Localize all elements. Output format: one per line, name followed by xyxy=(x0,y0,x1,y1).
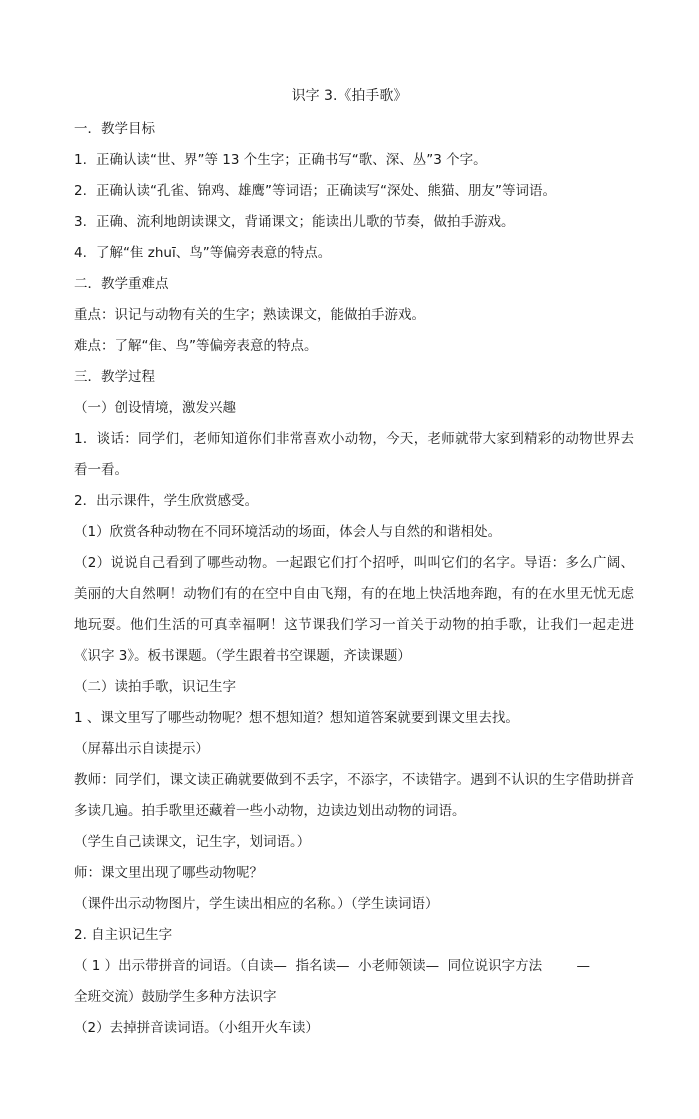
paragraph: 2．出示课件，学生欣赏感受。 xyxy=(74,493,259,509)
paragraph: 1．谈话：同学们，老师知道你们非常喜欢小动物，今天，老师就带大家到精彩的动物世界去看一看。 xyxy=(74,431,634,478)
paragraph-line: （ 1 ）出示带拼音的词语。（自读— 指名读— 小老师领读— 同位说识字方法 — xyxy=(74,958,590,974)
paragraph: （屏幕出示自读提示） xyxy=(74,741,209,757)
goal-text: 正确、流利地朗读课文，背诵课文；能读出儿歌的节奏，做拍手游戏。 xyxy=(96,214,515,230)
subsection-heading-reading: （二）读拍手歌，识记生字 xyxy=(74,679,236,695)
paragraph: （2）说说自己看到了哪些动物。一起跟它们打个招呼，叫叫它们的名字。导语：多么广阔、美丽的大自然啊！动物们有的在空中自由飞翔，有的在地上快活地奔跑，有的在水里无忧无虑地玩耍。他们生活的可真幸福啊！这节课我们学习一首关于动物的拍手歌，让我们一起走进《识字 3》。板书课题。（学生跟着书空课题，齐读课题） xyxy=(74,555,634,664)
subsection-heading-intro: （一）创设情境，激发兴趣 xyxy=(74,400,236,416)
document-title: 识字 3.《拍手歌》 xyxy=(291,88,408,104)
paragraph-line: 全班交流）鼓励学生多种方法识字 xyxy=(74,989,277,1005)
paragraph: （1）欣赏各种动物在不同环境活动的场面，体会人与自然的和谐相处。 xyxy=(74,524,502,540)
key-point-text: 重点：识记与动物有关的生字；熟读课文，能做拍手游戏。 xyxy=(74,307,425,323)
goal-text: 了解“隹 zhuī、鸟”等偏旁表意的特点。 xyxy=(96,245,332,261)
paragraph: （学生自己读课文，记生字，划词语。） xyxy=(74,834,311,850)
goal-item xyxy=(74,176,634,207)
paragraph: （2）去掉拼音读词语。（小组开火车读） xyxy=(74,1020,319,1036)
section-heading-process: 三．教学过程 xyxy=(74,369,155,385)
goal-item xyxy=(74,238,634,269)
goal-number: 4. xyxy=(74,245,87,261)
goal-item xyxy=(74,145,634,176)
paragraph: 师：课文里出现了哪些动物呢？ xyxy=(74,865,263,881)
section-heading-goals: 一．教学目标 xyxy=(74,121,155,137)
goal-text: 正确认读“孔雀、锦鸡、雄鹰”等词语；正确读写“深处、熊猫、朋友”等词语。 xyxy=(96,183,556,199)
goal-text: 正确认读“世、界”等 13 个生字；正确书写“歌、深、丛”3 个字。 xyxy=(96,152,487,168)
section-heading-key-points: 二．教学重难点 xyxy=(74,276,169,292)
paragraph: （课件出示动物图片，学生读出相应的名称。）（学生读词语） xyxy=(74,896,439,912)
goal-number: 2. xyxy=(74,183,87,199)
paragraph: 1 、课文里写了哪些动物呢？想不想知道？想知道答案就要到课文里去找。 xyxy=(74,710,519,726)
difficult-point-text: 难点：了解“隹、鸟”等偏旁表意的特点。 xyxy=(74,338,318,354)
paragraph: 2. 自主识记生字 xyxy=(74,927,173,943)
goal-number: 3. xyxy=(74,214,87,230)
goal-number: 1. xyxy=(74,152,87,168)
document-body xyxy=(74,114,634,1044)
paragraph: 教师：同学们，课文读正确就要做到不丢字，不添字，不读错字。遇到不认识的生字借助拼音多读几遍。拍手歌里还藏着一些小动物，边读边划出动物的词语。 xyxy=(74,772,634,819)
goal-item xyxy=(74,207,634,238)
